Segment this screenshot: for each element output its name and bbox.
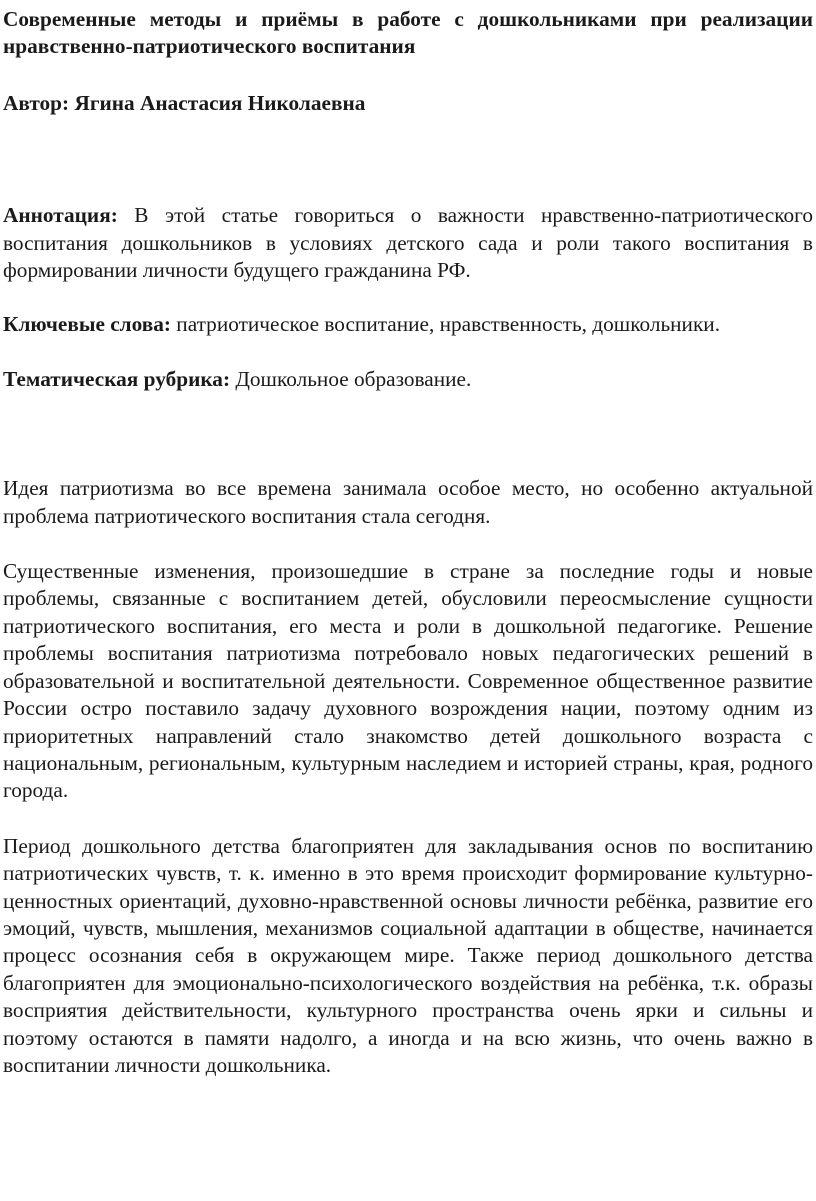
rubric-paragraph [3,366,813,393]
document-page [3,0,813,1079]
body-paragraph: Существенные изменения, произошедшие в стране за последние годы и новые проблемы, связанные с воспитанием детей, обусловили переосмысление сущности патриотического воспитания, его места и роли в дошкольной педагогике. Решение проблемы воспитания патриотизма потребовало новых педагогических решений в образовательной и воспитательной деятельности. Современное общественное развитие России остро поставило задачу духовного возрождения нации, поэтому одним из приоритетных направлений стало знакомство детей дошкольного возраста с национальным, региональным, культурным наследием и историей страны, края, родного города. [3,559,813,803]
keywords-label: Ключевые слова: [3,312,171,337]
rubric-text: Дошкольное образование. [230,366,472,391]
body-paragraph: Идея патриотизма во все времена занимала особое место, но особенно актуальной проблема патриотического воспитания стала сегодня. [3,476,813,528]
annotation-text: В этой статье говориться о важности нравственно-патриотического воспитания дошкольников в условиях детского сада и роли такого воспитания в формировании личности будущего гражданина РФ. [3,203,813,283]
annotation-label: Аннотация: [3,203,118,228]
keywords-paragraph [3,311,813,338]
body-paragraph: Период дошкольного детства благоприятен для закладывания основ по воспитанию патриотических чувств, т. к. именно в это время происходит формирование культурно-ценностных ориентаций, духовно-нравственной основы личности ребёнка, развитие его эмоций, чувств, мышления, механизмов социальной адаптации в обществе, начинается процесс осознания себя в окружающем мире. Также период дошкольного детства благоприятен для эмоционально-психологического воздействия на ребёнка, т.к. образы восприятия действительности, культурного пространства очень ярки и сильны и поэтому остаются в памяти надолго, а иногда и на всю жизнь, что очень важно в воспитании личности дошкольника. [3,833,813,1077]
rubric-label: Тематическая рубрика: [3,366,231,391]
article-author: Автор: Ягина Анастасия Николаевна [3,90,366,115]
annotation-paragraph [3,202,813,284]
article-title: Современные методы и приёмы в работе с дошкольниками при реализации нравственно-патриотического воспитания [3,7,813,59]
keywords-text: патриотическое воспитание, нравственность, дошкольники. [170,312,721,337]
